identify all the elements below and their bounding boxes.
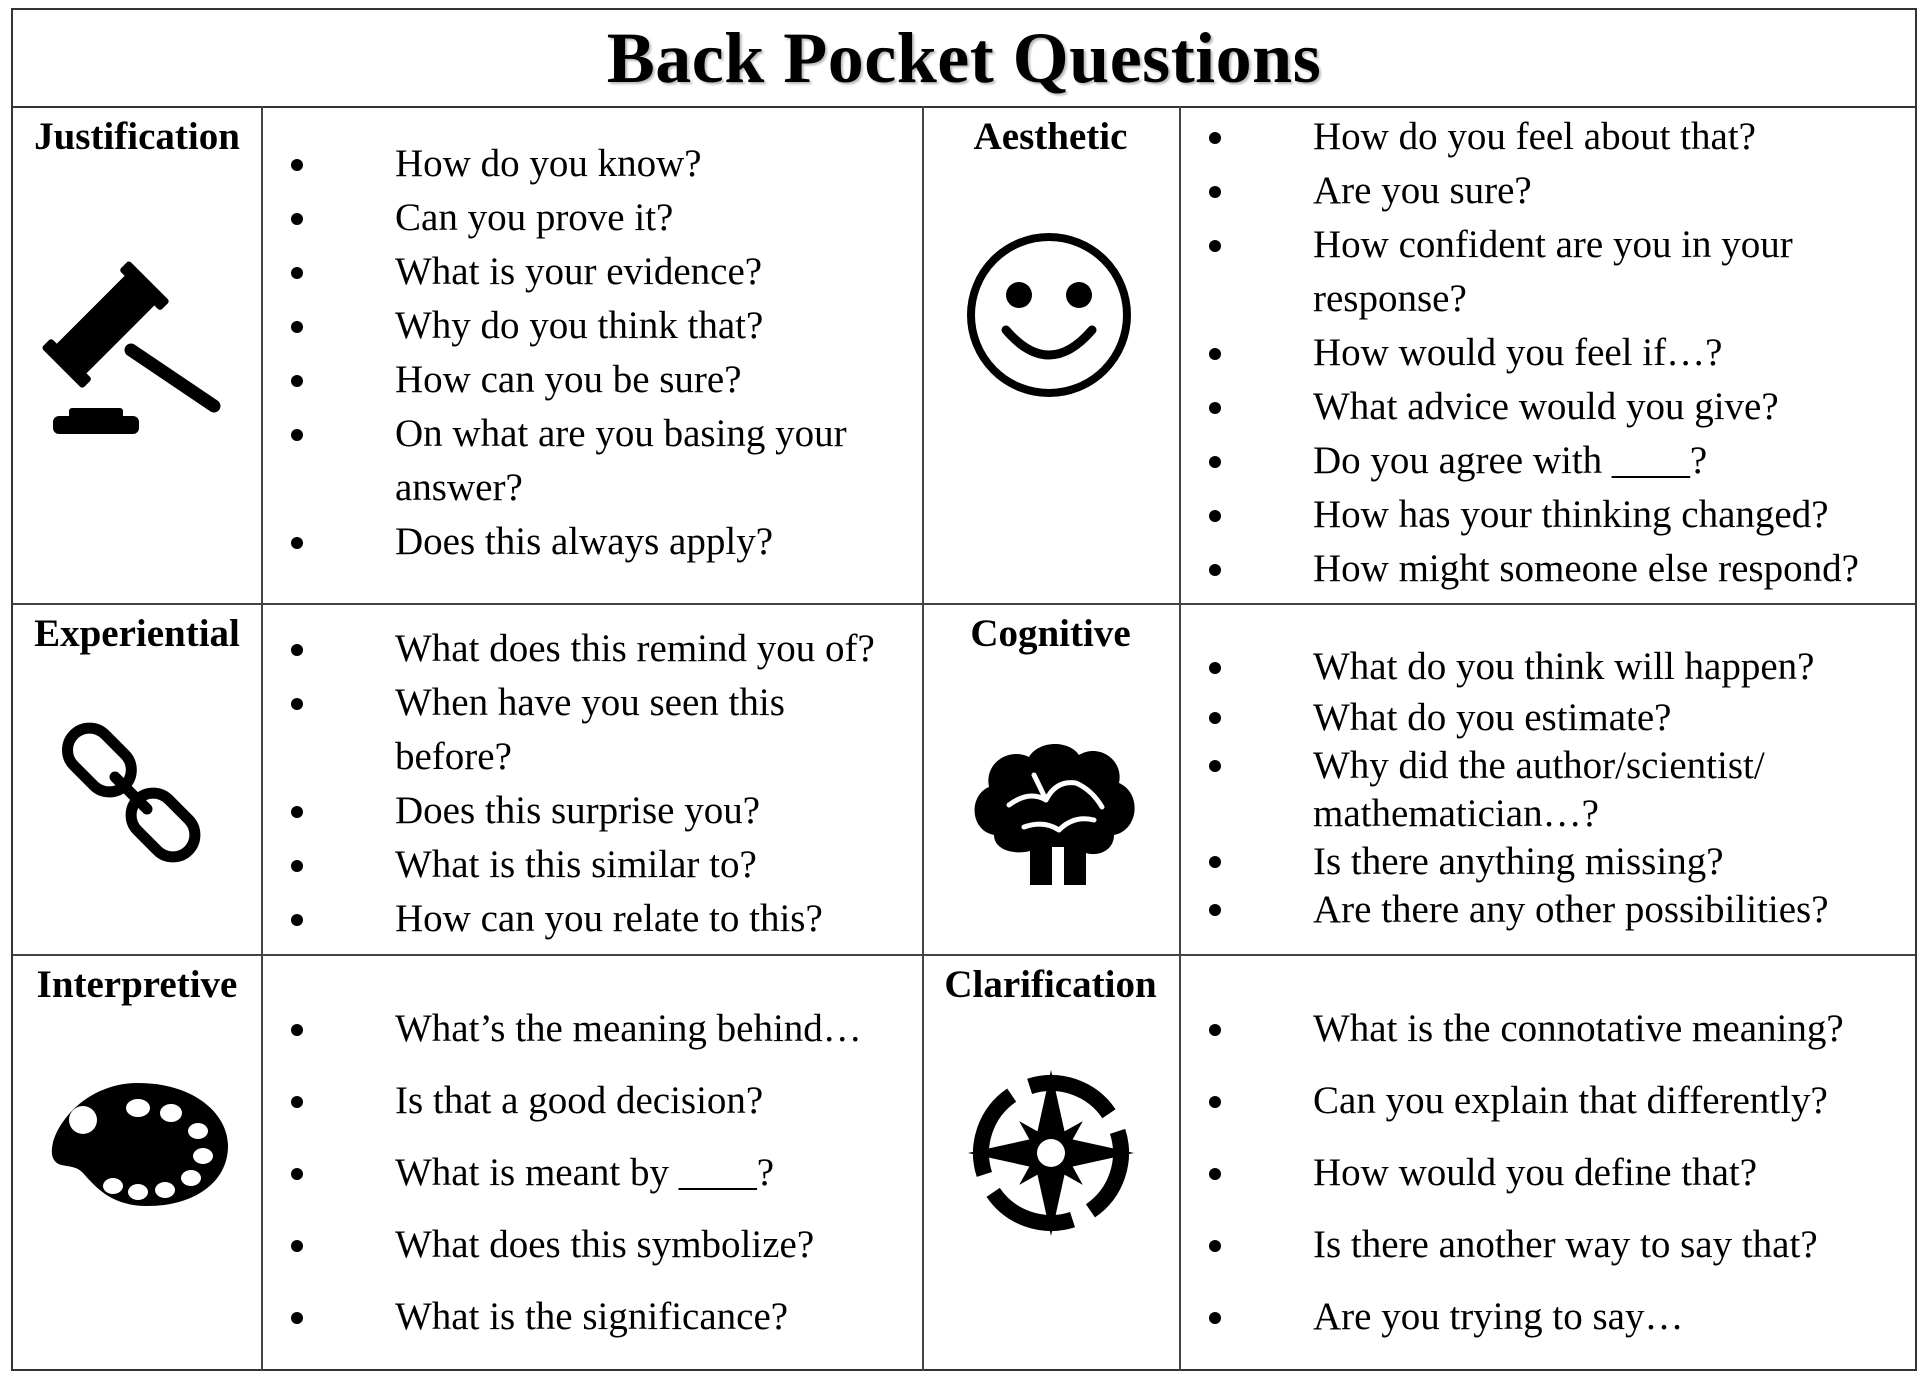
question-list-justification	[275, 137, 915, 569]
list-item: What do you estimate?	[1193, 694, 1833, 742]
list-item: Are you trying to say…	[1193, 1281, 1844, 1353]
category-cognitive	[922, 605, 1179, 954]
list-item: Why do you think that?	[275, 299, 915, 353]
list-item: Are there any other possibilities?	[1193, 886, 1833, 934]
list-item: What is meant by ____?	[275, 1137, 862, 1209]
list-item: What’s the meaning behind…	[275, 993, 862, 1065]
list-item: How has your thinking changed?	[1193, 488, 1873, 542]
list-item: What is the connotative meaning?	[1193, 993, 1844, 1065]
page-title: Back Pocket Questions	[606, 17, 1322, 98]
question-list-cognitive	[1193, 640, 1833, 934]
list-item: How do you feel about that?	[1193, 110, 1873, 164]
title-row	[13, 10, 1915, 108]
smiley-face-icon	[964, 230, 1134, 400]
list-item: Does this always apply?	[275, 515, 915, 569]
list-item: What is this similar to?	[275, 838, 875, 892]
list-item: Can you prove it?	[275, 191, 915, 245]
list-item: What is the significance?	[275, 1281, 862, 1353]
list-item: How would you feel if…?	[1193, 326, 1873, 380]
category-justification	[13, 108, 261, 603]
question-list-clarification	[1193, 993, 1844, 1353]
brain-icon	[964, 735, 1144, 895]
category-aesthetic	[922, 108, 1179, 603]
worksheet	[11, 8, 1917, 1371]
paint-palette-icon	[43, 1078, 233, 1213]
list-item: How can you be sure?	[275, 353, 915, 407]
list-item: How do you know?	[275, 137, 915, 191]
category-title: Justification	[34, 115, 240, 158]
list-item: What advice would you give?	[1193, 380, 1873, 434]
list-item: On what are you basing your answer?	[275, 407, 915, 515]
list-item: Can you explain that differently?	[1193, 1065, 1844, 1137]
list-item: Is there another way to say that?	[1193, 1209, 1844, 1281]
list-item: What do you think will happen?	[1193, 640, 1833, 694]
category-interpretive	[13, 956, 261, 1371]
list-item: How might someone else respond?	[1193, 542, 1873, 596]
list-item: What does this remind you of?	[275, 622, 875, 676]
category-title: Aesthetic	[973, 115, 1128, 158]
list-item: Are you sure?	[1193, 164, 1873, 218]
question-list-aesthetic	[1193, 110, 1873, 596]
category-title: Clarification	[944, 963, 1157, 1006]
category-title: Cognitive	[970, 612, 1131, 655]
list-item: Do you agree with ____?	[1193, 434, 1873, 488]
question-list-experiential	[275, 622, 875, 946]
list-item: How would you define that?	[1193, 1137, 1844, 1209]
list-item: How can you relate to this?	[275, 892, 875, 946]
list-item: Is there anything missing?	[1193, 838, 1833, 886]
category-title: Interpretive	[36, 963, 238, 1006]
category-experiential	[13, 605, 261, 954]
list-item: How confident are you in your response?	[1193, 218, 1873, 326]
list-item: When have you seen this before?	[275, 676, 875, 784]
category-clarification	[922, 956, 1179, 1371]
gavel-icon	[39, 258, 229, 443]
list-item: What is your evidence?	[275, 245, 915, 299]
chain-link-icon	[53, 715, 223, 885]
compass-icon	[966, 1068, 1136, 1238]
question-list-interpretive	[275, 993, 862, 1353]
category-title: Experiential	[34, 612, 240, 655]
grid-line	[1179, 106, 1181, 1371]
list-item: Is that a good decision?	[275, 1065, 862, 1137]
grid-line	[261, 106, 263, 1371]
list-item: What does this symbolize?	[275, 1209, 862, 1281]
list-item: Does this surprise you?	[275, 784, 875, 838]
list-item: Why did the author/scientist/ mathematician…?	[1193, 742, 1833, 838]
